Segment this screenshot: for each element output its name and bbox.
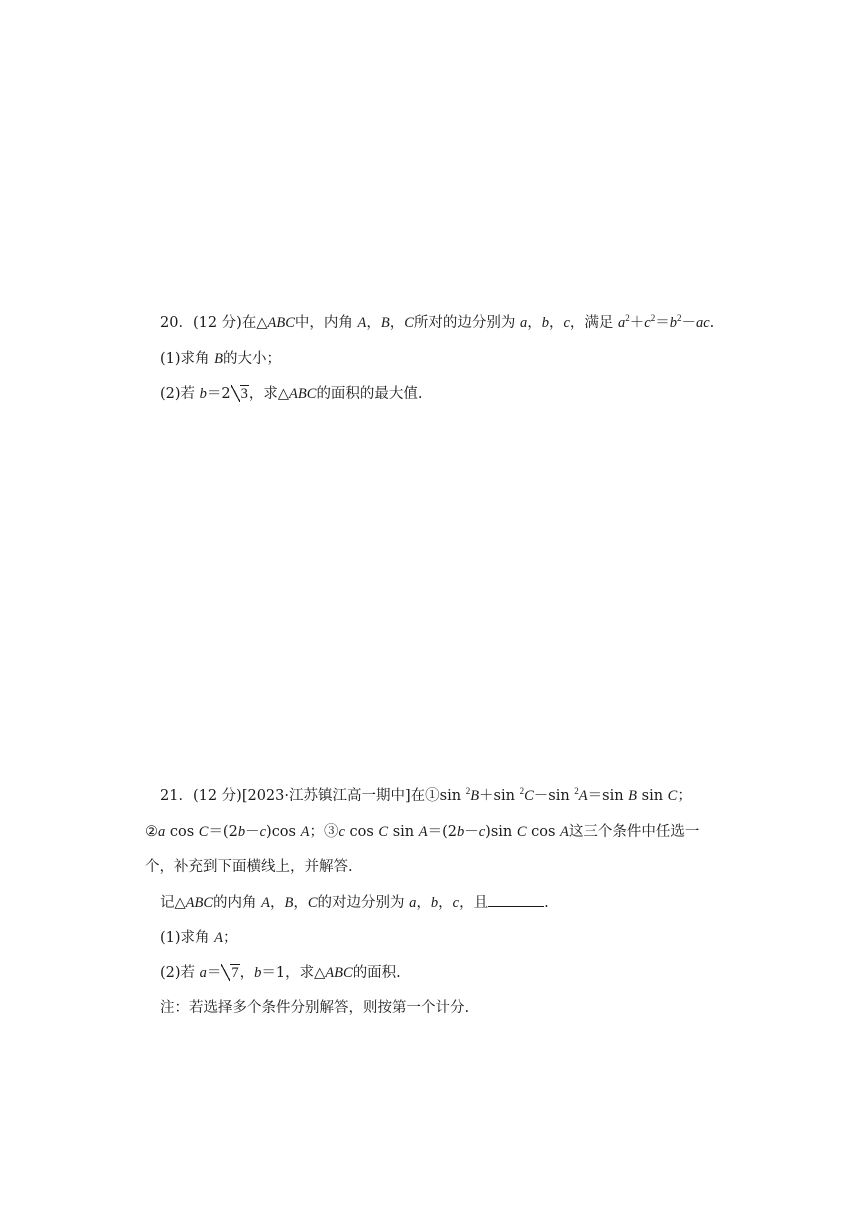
question-21-part-2: (2)若 a＝ 7，b＝1，求△ABC的面积. xyxy=(160,965,401,981)
question-20-part-2: (2)若 b＝2 3，求△ABC的面积的最大值. xyxy=(160,386,423,402)
question-21-part-1: (1)求角 A； xyxy=(160,930,238,946)
question-21-stem-line-2: ②a cos C＝(2b－c)cos A；③c cos C sin A＝(2b－c)sin C cos A这三个条件中任选一 xyxy=(145,824,700,840)
question-20-part-1: (1)求角 B的大小； xyxy=(160,351,282,367)
answer-blank[interactable] xyxy=(488,892,544,907)
question-21-stem-line-1: 21．(12 分)[2023·江苏镇江高一期中]在①sin $^2$B＋sin $^2$C－sin $^2$A＝sin B sin C； xyxy=(160,786,692,804)
question-20-stem: 20．(12 分)在△ABC中，内角 A，B，C所对的边分别为 a，b，c，满足 $a^2+c^2=b^2-ac$. xyxy=(160,313,715,331)
square-root-sign: 3 xyxy=(231,384,249,404)
square-root-sign: 7 xyxy=(221,963,239,983)
question-21-setup: 记△ABC的内角 A，B，C的对边分别为 a，b，c，且 . xyxy=(160,892,549,913)
question-21-stem-line-3: 个，补充到下面横线上，并解答. xyxy=(145,859,353,875)
question-21-footnote: 注：若选择多个条件分别解答，则按第一个计分. xyxy=(160,1000,470,1016)
